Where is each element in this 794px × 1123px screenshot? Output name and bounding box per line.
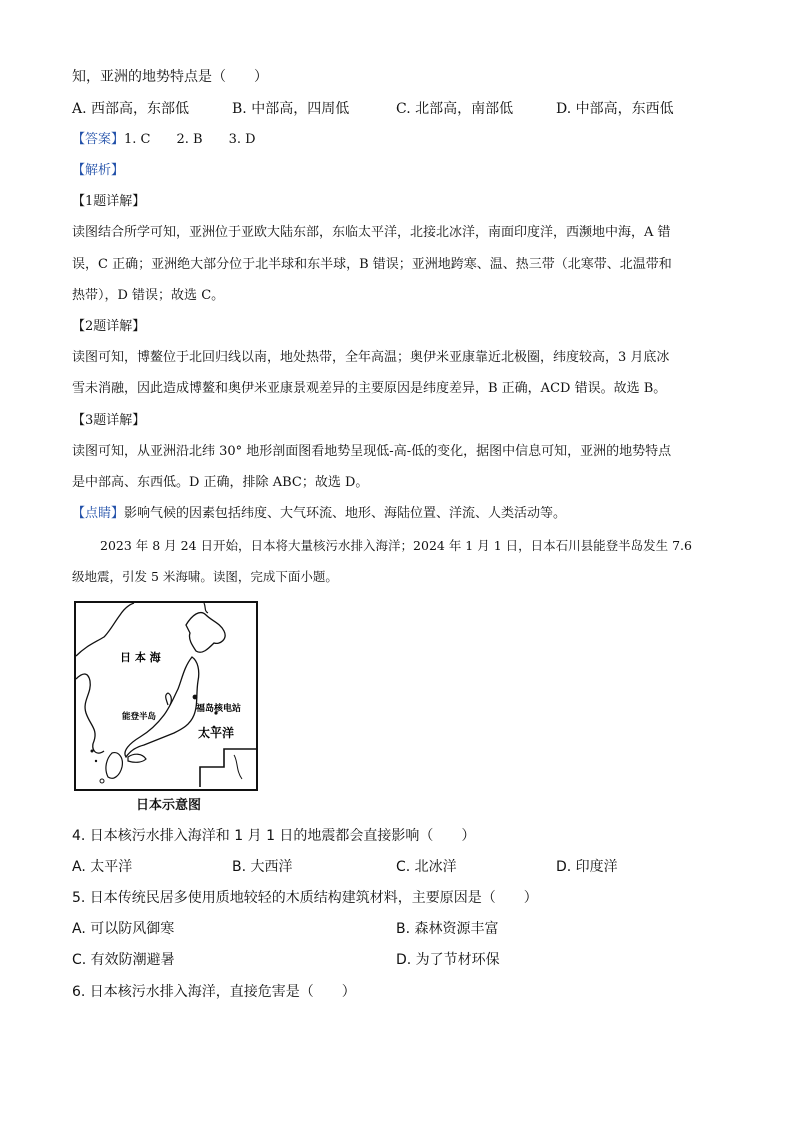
q4-option-b: B. 大西洋 — [232, 859, 293, 875]
q4-option-c: C. 北冰洋 — [396, 859, 457, 875]
q3-option-c: C. 北部高，南部低 — [396, 101, 514, 117]
q4-stem: 4. 日本核污水排入海洋和 1 月 1 日的地震都会直接影响（ ） — [72, 828, 476, 844]
tip-line — [72, 504, 566, 524]
detail1-line-1: 读图结合所学可知，亚洲位于亚欧大陆东部，东临太平洋，北接北冰洋，南面印度洋，西濒地中海，A 错 — [72, 225, 671, 240]
detail1-tag: 【1题详解】 — [72, 194, 146, 209]
intro-line-1: 2023 年 8 月 24 日开始，日本将大量核污水排入海洋；2024 年 1 月 1 日，日本石川县能登半岛发生 7.6 — [100, 538, 692, 553]
detail2-tag: 【2题详解】 — [72, 319, 146, 334]
q5-option-d: D. 为了节材环保 — [396, 952, 500, 968]
answer-text: 1. C 2. B 3. D — [124, 132, 256, 147]
q5-option-b: B. 森林资源丰富 — [396, 921, 499, 937]
intro-line-2: 级地震，引发 5 米海啸。读图，完成下面小题。 — [72, 569, 338, 584]
detail1-line-3: 热带），D 错误；故选 C。 — [72, 288, 225, 303]
detail3-line-2: 是中部高、东西低。D 正确，排除 ABC；故选 D。 — [72, 475, 369, 490]
plant-label: 福岛核电站 — [196, 704, 242, 714]
sea-label: 日 本 海 — [120, 651, 161, 664]
detail1-line-2: 误，C 正确；亚洲绝大部分位于北半球和东半球，B 错误；亚洲地跨寒、温、热三带（北寒带、北温带和 — [72, 257, 672, 272]
q6-stem: 6. 日本核污水排入海洋，直接危害是（ ） — [72, 984, 356, 1000]
island — [95, 760, 97, 762]
q3-option-b: B. 中部高，四周低 — [232, 101, 350, 117]
q5-stem: 5. 日本传统民居多使用质地较轻的木质结构建筑材料，主要原因是（ ） — [72, 890, 538, 906]
detail2-line-2: 雪未消融，因此造成博鳌和奥伊米亚康景观差异的主要原因是纬度差异，B 正确，ACD 错误。故选 B。 — [72, 381, 667, 396]
ocean-label: 太平洋 — [198, 726, 235, 740]
q4-option-a: A. 太平洋 — [72, 859, 133, 875]
q3-option-a: A. 西部高，东部低 — [72, 101, 190, 117]
peninsula-label: 能登半岛 — [122, 712, 157, 722]
tip-text: 影响气候的因素包括纬度、大气环流、地形、海陆位置、洋流、人类活动等。 — [124, 506, 567, 521]
q3-option-d: D. 中部高，东西低 — [556, 101, 674, 117]
detail2-line-1: 读图可知，博鳌位于北回归线以南，地处热带，全年高温；奥伊米亚康靠近北极圈，纬度较高，3 月底冰 — [72, 350, 670, 365]
detail3-tag: 【3题详解】 — [72, 413, 146, 428]
q3-stem: 知，亚洲的地势特点是（ ） — [72, 69, 268, 85]
detail3-line-1: 读图可知，从亚洲沿北纬 30° 地形剖面图看地势呈现低-高-低的变化，据图中信息可知，亚洲的地势特点 — [72, 444, 672, 459]
answer-tag: 【答案】 — [72, 132, 125, 147]
fukushima-marker — [193, 695, 198, 700]
tip-tag: 【点睛】 — [72, 506, 125, 521]
q4-option-d: D. 印度洋 — [556, 859, 618, 875]
q5-option-a: A. 可以防风御寒 — [72, 921, 175, 937]
island — [91, 750, 94, 753]
map-caption: 日本示意图 — [136, 798, 202, 813]
answer-line — [72, 130, 256, 150]
japan-map — [74, 601, 258, 791]
q5-option-c: C. 有效防潮避暑 — [72, 952, 175, 968]
analysis-tag: 【解析】 — [72, 163, 125, 178]
